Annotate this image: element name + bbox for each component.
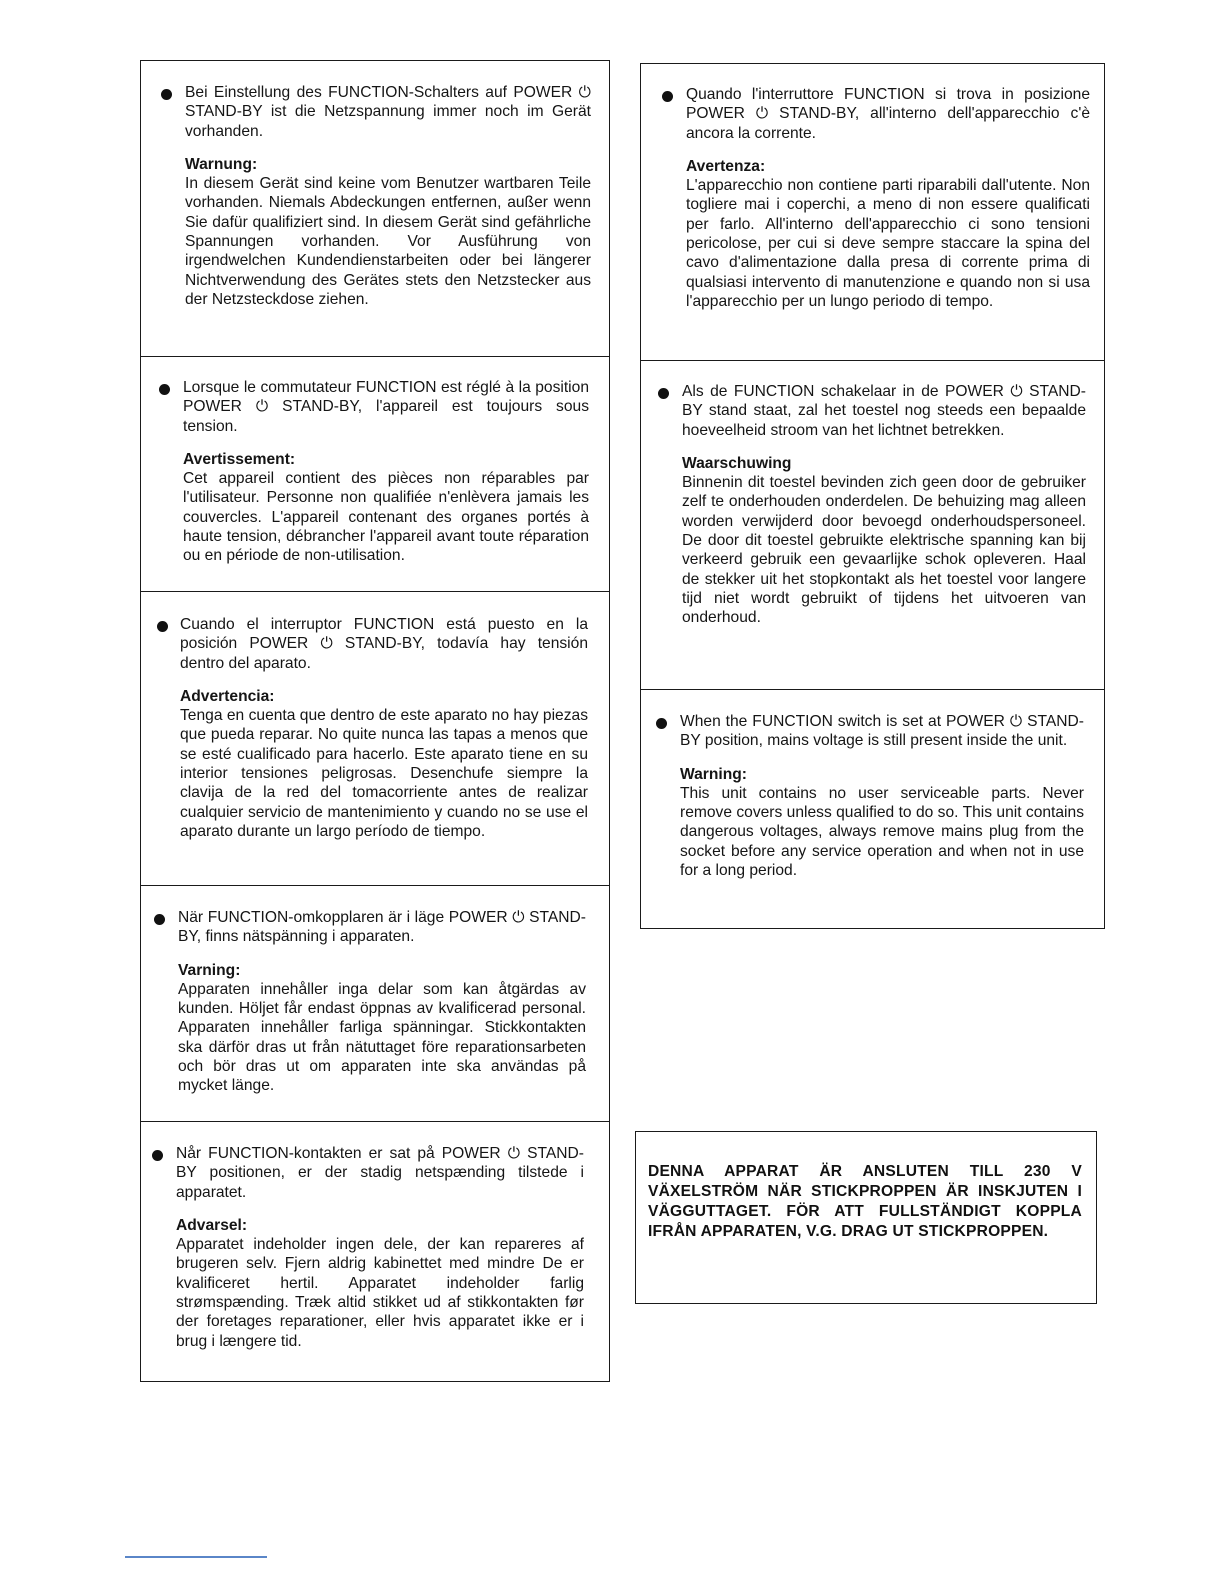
- warning-body: Binnenin dit toestel bevinden zich geen door de gebruiker zelf te onderhouden onderdelen. De behuizing mag alleen worden verwijderd door bevoegd onderhoudspersoneel. De door dit toestel gebruikte elektrische spanning kan bij verkeerd gebruik een gevaarlijke schok opleveren. Haal de stekker uit het stopkontakt als het toestel voor langere tijd niet wordt gebruikt of tijdens het uitvoeren van onderhoud.: [682, 474, 1086, 627]
- warning-intro: Når FUNCTION-kontakten er sat på POWER ⏻ STAND-BY positionen, er der stadig netspænding tilstede i apparatet.: [176, 1145, 584, 1201]
- warning-column-right: [640, 63, 1105, 929]
- mains-notice-text: DENNA APPARAT ÄR ANSLUTEN TILL 230 V VÄXELSTRÖM NÄR STICKPROPPEN ÄR INSKJUTEN I VÄGGUTTAGET. FÖR ATT FULLSTÄNDIGT KOPPLA IFRÅN APPARATEN, V.G. DRAG UT STICKPROPPEN.: [648, 1163, 1082, 1240]
- warning-body: Apparaten innehåller inga delar som kan åtgärdas av kunden. Höljet får endast öppnas av kvalificerad personal. Apparaten innehåller farliga spänningar. Stickkontakten ska därför dras ut från nätuttaget före reparationsarbeten och bör dras ut om apparaten inte ska användas på mycket länge.: [178, 980, 586, 1095]
- warning-heading: Avertissement:: [183, 450, 296, 468]
- mains-notice-box: [635, 1131, 1097, 1304]
- warning-section-es: [141, 592, 609, 886]
- bullet-icon: [656, 718, 667, 729]
- bullet-icon: [152, 1150, 163, 1161]
- warning-heading: Warning:: [680, 765, 747, 783]
- bullet-icon: [658, 388, 669, 399]
- warning-section-en: [641, 690, 1104, 928]
- warning-intro: Cuando el interruptor FUNCTION está puesto en la posición POWER ⏻ STAND-BY, todavía hay tensión dentro del aparato.: [180, 616, 588, 672]
- warning-heading: Waarschuwing: [682, 454, 792, 472]
- page-edge-line: [125, 1556, 267, 1558]
- bullet-icon: [159, 384, 170, 395]
- warning-intro: Lorsque le commutateur FUNCTION est réglé à la position POWER ⏻ STAND-BY, l'appareil est toujours sous tension.: [183, 379, 589, 435]
- warning-intro: När FUNCTION-omkopplaren är i läge POWER ⏻ STAND-BY, finns nätspänning i apparaten.: [178, 909, 586, 946]
- warning-heading: Advertencia:: [180, 687, 275, 705]
- warning-body: In diesem Gerät sind keine vom Benutzer wartbaren Teile vorhanden. Niemals Abdeckungen entfernen, außer wenn Sie dafür qualifiziert sind. In diesem Gerät sind gefährliche Spannungen vorhanden. Vor Ausführung von irgendwelchen Kundendienstarbeiten oder bei längerer Nichtverwendung des Gerätes stets den Netzstecker aus der Netzsteckdose ziehen.: [185, 175, 591, 308]
- warning-section-sv: [141, 886, 609, 1122]
- warning-body: Apparatet indeholder ingen dele, der kan repareres af brugeren selv. Fjern aldrig kabinettet med mindre De er kvalificeret hertil. Apparatet indeholder farlig strømspænding. Træk altid stikket ud af stikkontakten før der foretages reparationer, eller hvis apparatet ikke er i brug i længere tid.: [176, 1236, 584, 1350]
- warning-section-it: [641, 64, 1104, 361]
- warning-body: This unit contains no user serviceable parts. Never remove covers unless qualified to do so. This unit contains dangerous voltages, always remove mains plug from the socket before any service operation and when not in use for a long period.: [680, 784, 1084, 880]
- warning-section-de: [141, 61, 609, 357]
- warning-column-left: [140, 60, 610, 1382]
- warning-heading: Advarsel:: [176, 1216, 248, 1234]
- bullet-icon: [662, 91, 673, 102]
- bullet-icon: [154, 914, 165, 925]
- warning-section-fr: [141, 357, 609, 592]
- warning-intro: Quando l'interruttore FUNCTION si trova in posizione POWER ⏻ STAND-BY, all'interno dell'apparecchio c'è ancora la corrente.: [686, 86, 1090, 142]
- warning-body: L'apparecchio non contiene parti riparabili dall'utente. Non togliere mai i coperchi, a meno di non essere qualificati per farlo. All'interno dell'apparecchio ci sono tensioni pericolose, per cui si deve sempre staccare la spina del cavo d'alimentazione dalla presa di corrente prima di qualsiasi intervento di manutenzione e quando non si usa l'apparecchio per un lungo periodo di tempo.: [686, 177, 1090, 310]
- warning-section-da: [141, 1122, 609, 1381]
- warning-section-nl: [641, 361, 1104, 690]
- bullet-icon: [161, 89, 172, 100]
- warning-heading: Avertenza:: [686, 157, 766, 175]
- warning-body: Tenga en cuenta que dentro de este aparato no hay piezas que pueda reparar. No quite nunca las tapas a menos que se esté cualificado para hacerlo. Este aparato tiene en su interior tensiones peligrosas. Desenchufe siempre la clavija de la red del tomacorriente antes de realizar cualquier servicio de mantenimiento y cuando no se use el aparato durante un largo período de tiempo.: [180, 707, 588, 840]
- bullet-icon: [157, 621, 168, 632]
- warning-intro: Als de FUNCTION schakelaar in de POWER ⏻ STAND-BY stand staat, zal het toestel nog steeds een bepaalde hoeveelheid stroom van het lichtnet betrekken.: [682, 383, 1086, 439]
- warning-heading: Varning:: [178, 961, 241, 979]
- warning-heading: Warnung:: [185, 155, 258, 173]
- warning-intro: Bei Einstellung des FUNCTION-Schalters auf POWER ⏻ STAND-BY ist die Netzspannung immer noch im Gerät vorhanden.: [185, 84, 591, 140]
- warning-intro: When the FUNCTION switch is set at POWER ⏻ STAND-BY position, mains voltage is still present inside the unit.: [680, 713, 1084, 750]
- warning-body: Cet appareil contient des pièces non réparables par l'utilisateur. Personne non qualifiée n'enlèvera jamais les couvercles. L'appareil contenant des organes portés à haute tension, débrancher l'appareil avant toute réparation ou en période de non-utilisation.: [183, 470, 589, 565]
